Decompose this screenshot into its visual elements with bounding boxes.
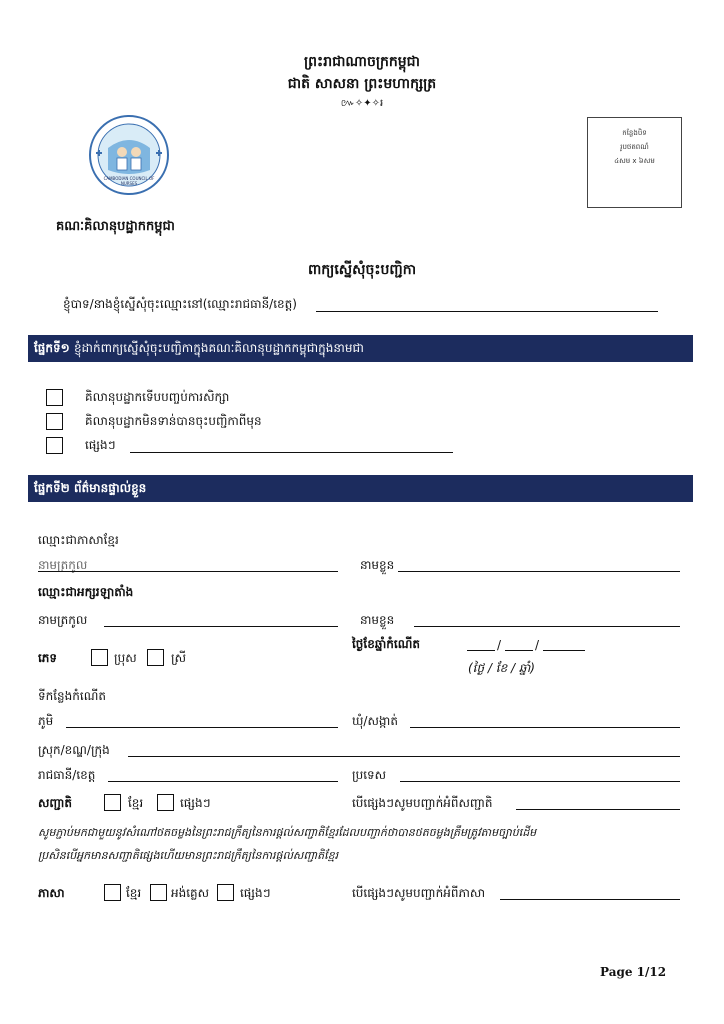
motto-heading: ជាតិ សាសនា ព្រះមហាក្សត្រ [287,76,437,92]
province-field[interactable] [316,311,658,312]
dob-month-field[interactable] [505,650,533,651]
sex-male-label: ប្រុស [114,651,137,665]
country-field[interactable] [400,781,680,782]
language-english-label: អង់គ្លេស [171,886,210,900]
kingdom-heading: ព្រះរាជាណាចក្រកម្ពុជា [303,54,420,70]
sex-male-checkbox[interactable] [91,649,108,666]
council-logo [88,114,170,196]
section2-subtitle: ព័ត៌មានផ្ទាល់ខ្លួន [73,481,147,495]
village-label: ភូមិ [38,714,54,728]
latin-given-name-field[interactable] [414,626,680,627]
section2-title: ផ្នែកទី២ [34,481,70,495]
sex-female-checkbox[interactable] [147,649,164,666]
option-not-registered-label: គិលានុបដ្ឋាកមិនទាន់បានចុះបញ្ជិកាពីមុន [85,414,262,428]
latin-family-name-field[interactable] [104,626,338,627]
latin-family-name-label: នាមត្រកូល [38,613,88,627]
commune-label: ឃុំ/សង្កាត់ [352,714,398,728]
district-label: ស្រុក/ខណ្ឌ/ក្រុង [38,743,110,757]
language-khmer-label: ខ្មែរ [126,886,142,900]
latin-name-label: ឈ្មោះជាអក្សរឡាតាំង [38,585,134,599]
country-label: ប្រទេស [352,768,387,782]
option-other-checkbox[interactable] [46,437,63,454]
form-title: ពាក្យស្នើសុំចុះបញ្ជិកា [307,262,417,278]
khmer-family-name-field[interactable] [38,571,338,572]
dob-sep-1: / [497,638,502,652]
photo-line-3: ៤សម x ៦សម [614,157,655,165]
language-other-label: ផ្សេងៗ [240,886,271,900]
language-other-prompt: បើផ្សេងៗសូមបញ្ជាក់អំពីភាសា [352,886,486,900]
commune-field[interactable] [410,727,680,728]
khmer-name-label: ឈ្មោះជាភាសាខ្មែរ [38,533,119,547]
nationality-note-line1: សូមភ្ជាប់មកជាមួយនូវសំណៅថតចម្លងនៃព្រះរាជក្រឹត្យនៃការផ្តល់សញ្ជាតិខ្មែរដែលបញ្ជាក់ថាបានថតចម្លងត្រឹមត្រូវតាមច្បាប់ដើម [38,826,537,839]
nationality-other-checkbox[interactable] [157,794,174,811]
option-other-field[interactable] [130,452,453,453]
language-khmer-checkbox[interactable] [104,884,121,901]
pob-label: ទីកន្លែងកំណើត [38,689,106,703]
khmer-given-name-label: នាមខ្លួន [360,558,395,572]
khmer-given-name-field[interactable] [398,571,680,572]
option-other-label: ផ្សេងៗ [85,438,116,452]
khmer-family-name-label: នាមត្រកូល [38,558,88,572]
option-new-graduate-label: គិលានុបដ្ឋាកទើបបញ្ចប់ការសិក្សា [85,390,230,404]
logo-caption: CAMBODIAN COUNCIL OF NURSES [103,176,155,186]
photo-placeholder [587,117,682,208]
district-field[interactable] [128,756,680,757]
sex-female-label: ស្រី [171,651,186,665]
dob-day-field[interactable] [467,650,495,651]
option-new-graduate-checkbox[interactable] [46,389,63,406]
section1-subtitle: ខ្ញុំដាក់ពាក្យស្នើសុំចុះបញ្ជិកាក្នុងគណៈគិលានុបដ្ឋាកកម្ពុជាក្នុងនាមជា [73,341,364,355]
section1-title: ផ្នែកទី១ [34,341,70,355]
photo-line-1: កន្លែងបិទ [622,129,647,137]
ornament: ៚✧✦✧៛ [340,98,384,109]
dob-year-field[interactable] [543,650,585,651]
org-name: គណៈគិលានុបដ្ឋាកកម្ពុជា [56,219,175,234]
section2-header [28,475,693,502]
nationality-khmer-label: ខ្មែរ [128,796,144,810]
applicant-label: ខ្ញុំបាទ/នាងខ្ញុំស្នើសុំចុះឈ្មោះនៅ(ឈ្មោះរាជធានី/ខេត្ត) [63,297,297,311]
dob-sep-2: / [535,638,540,652]
language-other-checkbox[interactable] [217,884,234,901]
dob-label: ថ្ងៃខែឆ្នាំកំណើត [352,637,420,651]
nationality-other-field[interactable] [516,809,680,810]
province-label: រាជធានី/ខេត្ត [38,768,96,782]
page-number: Page 1/12 [600,965,667,979]
option-not-registered-checkbox[interactable] [46,413,63,430]
village-field[interactable] [66,727,338,728]
latin-given-name-label: នាមខ្លួន [360,613,395,627]
nationality-label: សញ្ជាតិ [38,796,73,810]
dob-format-hint: (ថ្ងៃ / ខែ / ឆ្នាំ) [468,661,535,675]
section1-header [28,335,693,362]
nationality-other-prompt: បើផ្សេងៗសូមបញ្ជាក់អំពីសញ្ជាតិ [352,796,493,810]
language-label: ភាសា [38,886,65,900]
nationality-khmer-checkbox[interactable] [104,794,121,811]
birth-province-field[interactable] [108,781,338,782]
language-english-checkbox[interactable] [150,884,167,901]
language-other-field[interactable] [500,899,680,900]
photo-line-2: រូបថតពណ៌ [620,143,649,151]
sex-label: ភេទ [38,651,58,665]
nationality-other-label: ផ្សេងៗ [180,796,211,810]
nationality-note-line2: ប្រសិនបើអ្នកមានសញ្ជាតិផ្សេងហើយមានព្រះរាជក្រឹត្យនៃការផ្តល់សញ្ជាតិខ្មែរ [38,849,339,862]
